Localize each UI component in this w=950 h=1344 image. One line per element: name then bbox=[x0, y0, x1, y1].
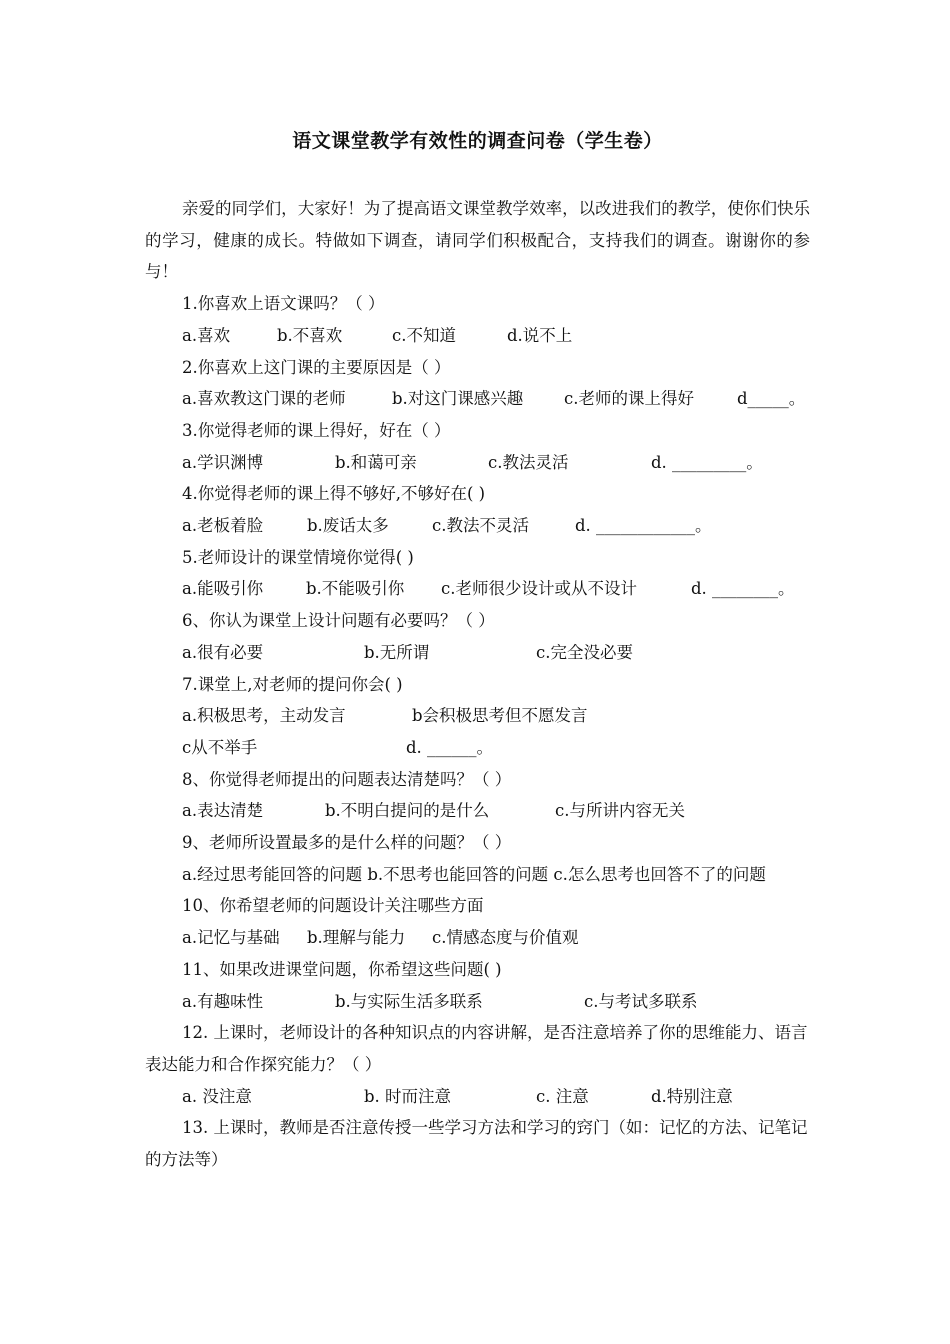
option-a: a. 没注意 bbox=[182, 1086, 252, 1106]
option-a: a.有趣味性 bbox=[182, 991, 264, 1011]
option-a: a.喜欢教这门课的老师 bbox=[182, 389, 346, 409]
question-5-options bbox=[145, 573, 810, 605]
question-9: 9、老师所设置最多的是什么样的问题？（ ） bbox=[182, 833, 512, 853]
question-6-options bbox=[145, 637, 810, 669]
question-3-options bbox=[145, 447, 810, 479]
question-9-options: a.经过思考能回答的问题 b.不思考也能回答的问题 c.怎么思考也回答不了的问题 bbox=[182, 864, 766, 884]
question-8-options bbox=[145, 795, 810, 827]
option-d: d_____。 bbox=[737, 389, 806, 409]
option-d: d. ________。 bbox=[691, 579, 795, 599]
option-a: a.记忆与基础 bbox=[182, 928, 280, 948]
option-c: c.老师的课上得好 bbox=[564, 389, 694, 409]
question-2-options bbox=[145, 383, 810, 415]
question-8: 8、你觉得老师提出的问题表达清楚吗？（ ） bbox=[182, 769, 512, 789]
option-b: b.不喜欢 bbox=[277, 325, 343, 345]
option-b: b. 时而注意 bbox=[364, 1086, 452, 1106]
option-c: c.完全没必要 bbox=[536, 642, 633, 662]
option-c: c.情感态度与价值观 bbox=[432, 928, 579, 948]
option-a: a.老板着脸 bbox=[182, 516, 264, 536]
option-a: a.很有必要 bbox=[182, 642, 264, 662]
option-b: b.无所谓 bbox=[364, 642, 430, 662]
option-b: b.与实际生活多联系 bbox=[335, 991, 483, 1011]
option-c: c.与考试多联系 bbox=[584, 991, 698, 1011]
option-c: c. 注意 bbox=[536, 1086, 589, 1106]
option-b: b.废话太多 bbox=[307, 516, 389, 536]
question-11-options bbox=[145, 986, 810, 1018]
option-d: d. ____________。 bbox=[575, 516, 712, 536]
option-d: d. ______。 bbox=[406, 737, 494, 757]
document-body bbox=[145, 193, 810, 1176]
intro-paragraph: 亲爱的同学们，大家好！为了提高语文课堂教学效率，以改进我们的教学，使你们快乐的学习，健康的成长。特做如下调查，请同学们积极配合，支持我们的调查。谢谢你的参与！ bbox=[145, 199, 810, 282]
option-a: a.喜欢 bbox=[182, 325, 231, 345]
question-7-options-row-1 bbox=[145, 700, 810, 732]
option-a: a.表达清楚 bbox=[182, 801, 264, 821]
question-13: 13. 上课时，教师是否注意传授一些学习方法和学习的窍门（如：记忆的方法、记笔记的方法等） bbox=[145, 1118, 808, 1170]
option-d: d. _________。 bbox=[651, 452, 763, 472]
option-b: b.对这门课感兴趣 bbox=[392, 389, 524, 409]
option-b: b.理解与能力 bbox=[307, 928, 406, 948]
question-12: 12. 上课时，老师设计的各种知识点的内容讲解，是否注意培养了你的思维能力、语言表达能力和合作探究能力？（ ） bbox=[145, 1023, 808, 1074]
question-7: 7.课堂上,对老师的提问你会( ) bbox=[182, 674, 403, 694]
question-10: 10、你希望老师的问题设计关注哪些方面 bbox=[182, 896, 484, 916]
option-c: c.教法灵活 bbox=[488, 452, 569, 472]
option-d: d.说不上 bbox=[507, 325, 573, 345]
question-1: 1.你喜欢上语文课吗？（ ） bbox=[182, 294, 385, 314]
question-5: 5.老师设计的课堂情境你觉得( ) bbox=[182, 547, 414, 567]
document-title: 语文课堂教学有效性的调查问卷（学生卷） bbox=[292, 130, 663, 152]
question-6: 6、你认为课堂上设计问题有必要吗？（ ） bbox=[182, 611, 495, 631]
option-a: a.积极思考，主动发言 bbox=[182, 706, 346, 726]
option-c: c从不举手 bbox=[182, 737, 258, 757]
question-4: 4.你觉得老师的课上得不够好,不够好在( ) bbox=[182, 484, 486, 504]
question-2: 2.你喜欢上这门课的主要原因是（ ） bbox=[182, 357, 451, 377]
question-4-options bbox=[145, 510, 810, 542]
option-a: a.学识渊博 bbox=[182, 452, 264, 472]
option-c: c.教法不灵活 bbox=[432, 516, 529, 536]
question-1-options bbox=[145, 320, 810, 352]
option-c: c.不知道 bbox=[392, 325, 456, 345]
option-a: a.能吸引你 bbox=[182, 579, 264, 599]
question-12-options bbox=[145, 1081, 810, 1113]
option-b: b会积极思考但不愿发言 bbox=[412, 706, 588, 726]
option-b: b.不能吸引你 bbox=[306, 579, 405, 599]
option-c: c.老师很少设计或从不设计 bbox=[441, 579, 637, 599]
question-3: 3.你觉得老师的课上得好，好在（ ） bbox=[182, 420, 451, 440]
option-b: b.和蔼可亲 bbox=[335, 452, 417, 472]
option-b: b.不明白提问的是什么 bbox=[325, 801, 490, 821]
option-c: c.与所讲内容无关 bbox=[555, 801, 685, 821]
question-11: 11、如果改进课堂问题，你希望这些问题( ) bbox=[182, 959, 502, 979]
question-10-options bbox=[145, 922, 810, 954]
option-d: d.特别注意 bbox=[651, 1086, 733, 1106]
question-7-options-row-2 bbox=[145, 732, 810, 764]
